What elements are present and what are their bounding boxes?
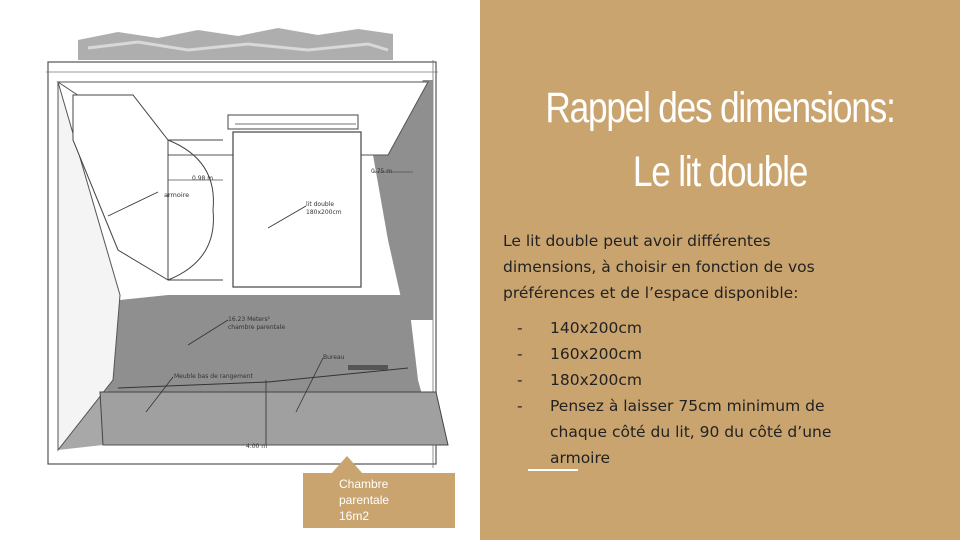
dimension-list: [517, 315, 877, 471]
caption-pointer: [331, 456, 363, 474]
slide-title: [523, 76, 917, 204]
list-item: [517, 367, 877, 393]
plan-caption: Chambre parentale 16m2: [339, 477, 390, 523]
plan-label-meuble: Meuble bas de rangement: [174, 373, 253, 380]
slide-title-line1: Rappel des dimensions:: [545, 84, 895, 132]
list-item-text: 180x200cm: [550, 371, 642, 389]
list-item: [517, 315, 877, 341]
slide-title-line2: Le lit double: [632, 148, 808, 196]
plan-label-lit-line2: 180x200cm: [306, 209, 342, 216]
plan-label-area-line1: 16.23 Meters²: [228, 316, 270, 323]
plan-label-armoire: armoire: [164, 191, 190, 199]
list-item: [517, 393, 877, 471]
list-item-text: 160x200cm: [550, 345, 642, 363]
list-item-text: 140x200cm: [550, 319, 642, 337]
plan-label-area-line2: chambre parentale: [228, 324, 286, 331]
list-item-text: Pensez à laisser 75cm minimum de chaque côté du lit, 90 du côté d’une armoire: [550, 397, 832, 467]
bullet-dash: -: [517, 397, 523, 415]
plan-label-bureau: Bureau: [323, 354, 345, 361]
content-panel: [480, 0, 960, 540]
list-item: [517, 341, 877, 367]
bullet-dash: -: [517, 345, 523, 363]
plan-label-width-dim: 4.00 m: [246, 443, 268, 450]
bullet-dash: -: [517, 319, 523, 337]
plan-label-lit-line1: lit double: [306, 201, 335, 208]
decorative-underline: [528, 469, 578, 471]
plan-label-armoire-dim: 0.98 m: [192, 175, 214, 182]
floor-plan-image: [28, 20, 468, 510]
bullet-dash: -: [517, 371, 523, 389]
plan-label-side-dim: 0.75 m: [371, 168, 393, 175]
intro-paragraph: Le lit double peut avoir différentes dimensions, à choisir en fonction de vos préférences et de l’espace disponible:: [503, 232, 815, 302]
